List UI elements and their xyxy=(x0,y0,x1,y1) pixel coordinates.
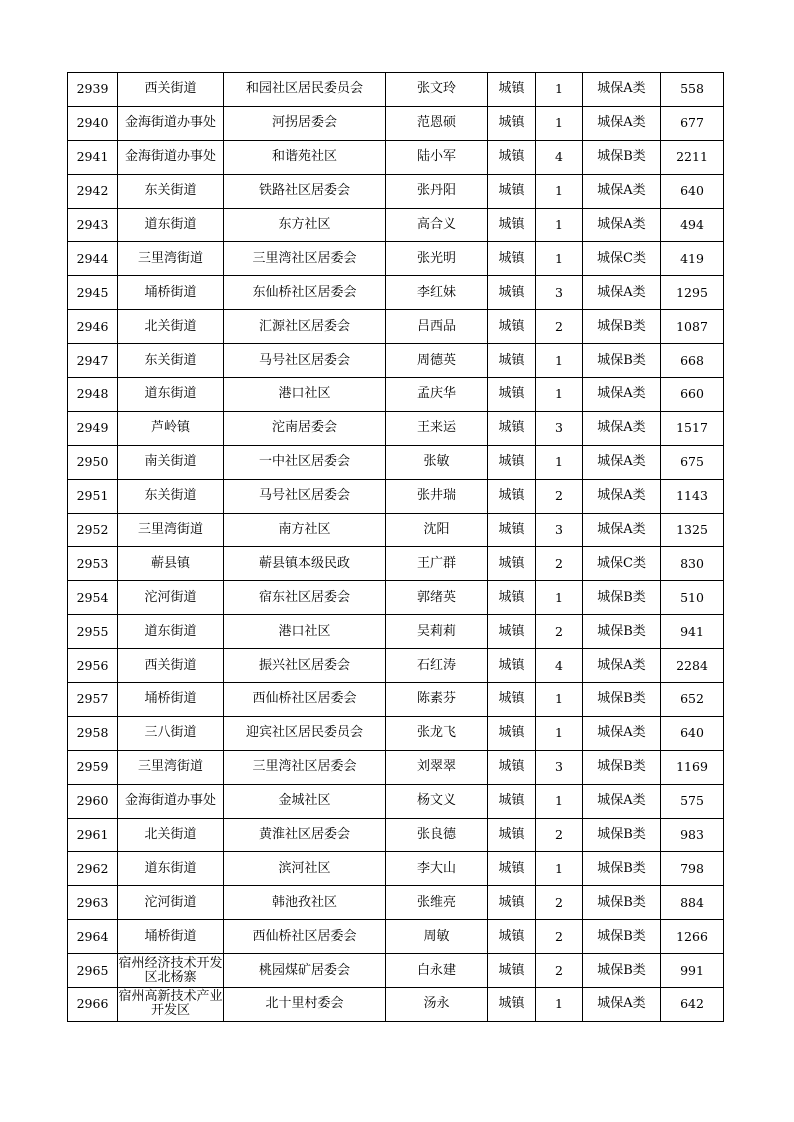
household-count-cell: 2 xyxy=(536,615,583,649)
recipient-name-cell: 郭绪英 xyxy=(386,581,488,615)
household-count-cell: 1 xyxy=(536,208,583,242)
recipient-name-cell: 汤永 xyxy=(386,988,488,1022)
household-count-cell: 1 xyxy=(536,106,583,140)
household-count-cell: 2 xyxy=(536,818,583,852)
street-office-cell: 埇桥街道 xyxy=(118,683,224,717)
area-type-cell: 城镇 xyxy=(488,73,536,107)
street-office-cell: 埇桥街道 xyxy=(118,276,224,310)
recipient-name-cell: 张丹阳 xyxy=(386,174,488,208)
community-cell: 西仙桥社区居委会 xyxy=(224,920,386,954)
household-count-cell: 1 xyxy=(536,445,583,479)
row-number-cell: 2955 xyxy=(68,615,118,649)
row-number-cell: 2956 xyxy=(68,649,118,683)
amount-cell: 642 xyxy=(661,988,724,1022)
recipient-name-cell: 吴莉莉 xyxy=(386,615,488,649)
recipient-name-cell: 张维亮 xyxy=(386,886,488,920)
household-count-cell: 3 xyxy=(536,750,583,784)
community-cell: 金城社区 xyxy=(224,784,386,818)
amount-cell: 668 xyxy=(661,344,724,378)
amount-cell: 884 xyxy=(661,886,724,920)
area-type-cell: 城镇 xyxy=(488,310,536,344)
household-count-cell: 2 xyxy=(536,479,583,513)
recipient-name-cell: 高合义 xyxy=(386,208,488,242)
community-cell: 三里湾社区居委会 xyxy=(224,242,386,276)
community-cell: 和谐苑社区 xyxy=(224,140,386,174)
household-count-cell: 3 xyxy=(536,276,583,310)
amount-cell: 2284 xyxy=(661,649,724,683)
recipient-name-cell: 吕西品 xyxy=(386,310,488,344)
table-row xyxy=(68,886,724,920)
table-row xyxy=(68,716,724,750)
relief-roster-table xyxy=(67,72,724,1022)
area-type-cell: 城镇 xyxy=(488,276,536,310)
street-office-cell: 宿州高新技术产业开发区 xyxy=(118,988,224,1022)
area-type-cell: 城镇 xyxy=(488,716,536,750)
street-office-cell: 东关街道 xyxy=(118,479,224,513)
recipient-name-cell: 李红妹 xyxy=(386,276,488,310)
household-count-cell: 2 xyxy=(536,886,583,920)
assistance-category-cell: 城保A类 xyxy=(583,174,661,208)
community-cell: 东方社区 xyxy=(224,208,386,242)
recipient-name-cell: 刘翠翠 xyxy=(386,750,488,784)
area-type-cell: 城镇 xyxy=(488,479,536,513)
street-office-cell: 三里湾街道 xyxy=(118,513,224,547)
assistance-category-cell: 城保B类 xyxy=(583,920,661,954)
area-type-cell: 城镇 xyxy=(488,411,536,445)
assistance-category-cell: 城保B类 xyxy=(583,818,661,852)
table-row xyxy=(68,445,724,479)
area-type-cell: 城镇 xyxy=(488,581,536,615)
household-count-cell: 4 xyxy=(536,649,583,683)
community-cell: 马号社区居委会 xyxy=(224,344,386,378)
table-row xyxy=(68,378,724,412)
household-count-cell: 1 xyxy=(536,174,583,208)
table-row xyxy=(68,411,724,445)
table-row xyxy=(68,513,724,547)
row-number-cell: 2950 xyxy=(68,445,118,479)
table-row xyxy=(68,818,724,852)
area-type-cell: 城镇 xyxy=(488,683,536,717)
street-office-cell: 南关街道 xyxy=(118,445,224,479)
row-number-cell: 2949 xyxy=(68,411,118,445)
table-row xyxy=(68,242,724,276)
assistance-category-cell: 城保C类 xyxy=(583,547,661,581)
amount-cell: 991 xyxy=(661,954,724,988)
street-office-cell: 沱河街道 xyxy=(118,886,224,920)
table-row xyxy=(68,852,724,886)
table-row xyxy=(68,310,724,344)
table-row xyxy=(68,683,724,717)
community-cell: 桃园煤矿居委会 xyxy=(224,954,386,988)
row-number-cell: 2959 xyxy=(68,750,118,784)
table-row xyxy=(68,649,724,683)
table-row xyxy=(68,73,724,107)
street-office-cell: 道东街道 xyxy=(118,208,224,242)
row-number-cell: 2954 xyxy=(68,581,118,615)
row-number-cell: 2953 xyxy=(68,547,118,581)
amount-cell: 798 xyxy=(661,852,724,886)
street-office-cell: 北关街道 xyxy=(118,310,224,344)
amount-cell: 675 xyxy=(661,445,724,479)
household-count-cell: 2 xyxy=(536,547,583,581)
street-office-cell: 西关街道 xyxy=(118,73,224,107)
amount-cell: 510 xyxy=(661,581,724,615)
assistance-category-cell: 城保A类 xyxy=(583,208,661,242)
table-body xyxy=(68,73,724,1022)
row-number-cell: 2965 xyxy=(68,954,118,988)
row-number-cell: 2948 xyxy=(68,378,118,412)
recipient-name-cell: 张光明 xyxy=(386,242,488,276)
community-cell: 汇源社区居委会 xyxy=(224,310,386,344)
table-row xyxy=(68,615,724,649)
recipient-name-cell: 张井瑞 xyxy=(386,479,488,513)
street-office-cell: 东关街道 xyxy=(118,344,224,378)
assistance-category-cell: 城保A类 xyxy=(583,445,661,479)
recipient-name-cell: 白永建 xyxy=(386,954,488,988)
assistance-category-cell: 城保B类 xyxy=(583,852,661,886)
row-number-cell: 2942 xyxy=(68,174,118,208)
community-cell: 黄淮社区居委会 xyxy=(224,818,386,852)
recipient-name-cell: 张龙飞 xyxy=(386,716,488,750)
assistance-category-cell: 城保B类 xyxy=(583,683,661,717)
row-number-cell: 2951 xyxy=(68,479,118,513)
row-number-cell: 2939 xyxy=(68,73,118,107)
assistance-category-cell: 城保A类 xyxy=(583,716,661,750)
area-type-cell: 城镇 xyxy=(488,174,536,208)
street-office-cell: 道东街道 xyxy=(118,378,224,412)
area-type-cell: 城镇 xyxy=(488,208,536,242)
table-row xyxy=(68,988,724,1022)
amount-cell: 830 xyxy=(661,547,724,581)
household-count-cell: 1 xyxy=(536,344,583,378)
recipient-name-cell: 石红涛 xyxy=(386,649,488,683)
amount-cell: 1087 xyxy=(661,310,724,344)
community-cell: 和园社区居民委员会 xyxy=(224,73,386,107)
area-type-cell: 城镇 xyxy=(488,750,536,784)
assistance-category-cell: 城保B类 xyxy=(583,886,661,920)
household-count-cell: 1 xyxy=(536,378,583,412)
household-count-cell: 1 xyxy=(536,784,583,818)
area-type-cell: 城镇 xyxy=(488,784,536,818)
street-office-cell: 道东街道 xyxy=(118,852,224,886)
street-office-cell: 蕲县镇 xyxy=(118,547,224,581)
amount-cell: 1325 xyxy=(661,513,724,547)
community-cell: 沱南居委会 xyxy=(224,411,386,445)
area-type-cell: 城镇 xyxy=(488,242,536,276)
amount-cell: 419 xyxy=(661,242,724,276)
household-count-cell: 1 xyxy=(536,716,583,750)
table-row xyxy=(68,581,724,615)
area-type-cell: 城镇 xyxy=(488,886,536,920)
row-number-cell: 2957 xyxy=(68,683,118,717)
recipient-name-cell: 李大山 xyxy=(386,852,488,886)
row-number-cell: 2945 xyxy=(68,276,118,310)
recipient-name-cell: 陈素芬 xyxy=(386,683,488,717)
assistance-category-cell: 城保B类 xyxy=(583,140,661,174)
street-office-cell: 东关街道 xyxy=(118,174,224,208)
table-row xyxy=(68,547,724,581)
table-row xyxy=(68,784,724,818)
amount-cell: 1169 xyxy=(661,750,724,784)
community-cell: 西仙桥社区居委会 xyxy=(224,683,386,717)
community-cell: 一中社区居委会 xyxy=(224,445,386,479)
amount-cell: 640 xyxy=(661,716,724,750)
area-type-cell: 城镇 xyxy=(488,649,536,683)
street-office-cell: 三八街道 xyxy=(118,716,224,750)
row-number-cell: 2963 xyxy=(68,886,118,920)
community-cell: 北十里村委会 xyxy=(224,988,386,1022)
area-type-cell: 城镇 xyxy=(488,954,536,988)
row-number-cell: 2940 xyxy=(68,106,118,140)
area-type-cell: 城镇 xyxy=(488,818,536,852)
community-cell: 河拐居委会 xyxy=(224,106,386,140)
amount-cell: 494 xyxy=(661,208,724,242)
street-office-cell: 道东街道 xyxy=(118,615,224,649)
table-row xyxy=(68,140,724,174)
recipient-name-cell: 陆小军 xyxy=(386,140,488,174)
assistance-category-cell: 城保B类 xyxy=(583,581,661,615)
area-type-cell: 城镇 xyxy=(488,106,536,140)
amount-cell: 1517 xyxy=(661,411,724,445)
street-office-cell: 宿州经济技术开发区北杨寨 xyxy=(118,954,224,988)
community-cell: 马号社区居委会 xyxy=(224,479,386,513)
assistance-category-cell: 城保A类 xyxy=(583,411,661,445)
assistance-category-cell: 城保A类 xyxy=(583,106,661,140)
street-office-cell: 金海街道办事处 xyxy=(118,106,224,140)
household-count-cell: 1 xyxy=(536,73,583,107)
area-type-cell: 城镇 xyxy=(488,513,536,547)
community-cell: 韩池孜社区 xyxy=(224,886,386,920)
amount-cell: 677 xyxy=(661,106,724,140)
amount-cell: 983 xyxy=(661,818,724,852)
household-count-cell: 1 xyxy=(536,242,583,276)
row-number-cell: 2947 xyxy=(68,344,118,378)
street-office-cell: 沱河街道 xyxy=(118,581,224,615)
household-count-cell: 3 xyxy=(536,411,583,445)
area-type-cell: 城镇 xyxy=(488,445,536,479)
table-row xyxy=(68,276,724,310)
recipient-name-cell: 孟庆华 xyxy=(386,378,488,412)
street-office-cell: 芦岭镇 xyxy=(118,411,224,445)
row-number-cell: 2941 xyxy=(68,140,118,174)
amount-cell: 558 xyxy=(661,73,724,107)
area-type-cell: 城镇 xyxy=(488,344,536,378)
household-count-cell: 3 xyxy=(536,513,583,547)
amount-cell: 2211 xyxy=(661,140,724,174)
assistance-category-cell: 城保A类 xyxy=(583,784,661,818)
recipient-name-cell: 周德英 xyxy=(386,344,488,378)
household-count-cell: 1 xyxy=(536,988,583,1022)
community-cell: 迎宾社区居民委员会 xyxy=(224,716,386,750)
table-row xyxy=(68,106,724,140)
amount-cell: 1143 xyxy=(661,479,724,513)
household-count-cell: 1 xyxy=(536,683,583,717)
community-cell: 振兴社区居委会 xyxy=(224,649,386,683)
row-number-cell: 2966 xyxy=(68,988,118,1022)
street-office-cell: 埇桥街道 xyxy=(118,920,224,954)
assistance-category-cell: 城保B类 xyxy=(583,344,661,378)
assistance-category-cell: 城保A类 xyxy=(583,479,661,513)
assistance-category-cell: 城保A类 xyxy=(583,73,661,107)
community-cell: 铁路社区居委会 xyxy=(224,174,386,208)
assistance-category-cell: 城保A类 xyxy=(583,649,661,683)
recipient-name-cell: 沈阳 xyxy=(386,513,488,547)
area-type-cell: 城镇 xyxy=(488,378,536,412)
recipient-name-cell: 张良德 xyxy=(386,818,488,852)
household-count-cell: 1 xyxy=(536,852,583,886)
assistance-category-cell: 城保A类 xyxy=(583,378,661,412)
table-row xyxy=(68,954,724,988)
table-row xyxy=(68,920,724,954)
assistance-category-cell: 城保B类 xyxy=(583,310,661,344)
table-row xyxy=(68,750,724,784)
recipient-name-cell: 周敏 xyxy=(386,920,488,954)
assistance-category-cell: 城保B类 xyxy=(583,615,661,649)
community-cell: 宿东社区居委会 xyxy=(224,581,386,615)
household-count-cell: 1 xyxy=(536,581,583,615)
recipient-name-cell: 王广群 xyxy=(386,547,488,581)
row-number-cell: 2960 xyxy=(68,784,118,818)
street-office-cell: 三里湾街道 xyxy=(118,750,224,784)
row-number-cell: 2962 xyxy=(68,852,118,886)
community-cell: 三里湾社区居委会 xyxy=(224,750,386,784)
recipient-name-cell: 张敏 xyxy=(386,445,488,479)
recipient-name-cell: 杨文义 xyxy=(386,784,488,818)
community-cell: 蕲县镇本级民政 xyxy=(224,547,386,581)
assistance-category-cell: 城保A类 xyxy=(583,513,661,547)
household-count-cell: 2 xyxy=(536,920,583,954)
household-count-cell: 2 xyxy=(536,954,583,988)
assistance-category-cell: 城保A类 xyxy=(583,276,661,310)
street-office-cell: 三里湾街道 xyxy=(118,242,224,276)
amount-cell: 941 xyxy=(661,615,724,649)
table-row xyxy=(68,479,724,513)
assistance-category-cell: 城保A类 xyxy=(583,988,661,1022)
row-number-cell: 2964 xyxy=(68,920,118,954)
community-cell: 东仙桥社区居委会 xyxy=(224,276,386,310)
amount-cell: 1266 xyxy=(661,920,724,954)
recipient-name-cell: 王来运 xyxy=(386,411,488,445)
area-type-cell: 城镇 xyxy=(488,988,536,1022)
area-type-cell: 城镇 xyxy=(488,547,536,581)
row-number-cell: 2946 xyxy=(68,310,118,344)
table-row xyxy=(68,344,724,378)
recipient-name-cell: 范恩硕 xyxy=(386,106,488,140)
community-cell: 滨河社区 xyxy=(224,852,386,886)
assistance-category-cell: 城保B类 xyxy=(583,750,661,784)
community-cell: 港口社区 xyxy=(224,378,386,412)
amount-cell: 640 xyxy=(661,174,724,208)
street-office-cell: 北关街道 xyxy=(118,818,224,852)
street-office-cell: 西关街道 xyxy=(118,649,224,683)
area-type-cell: 城镇 xyxy=(488,140,536,174)
row-number-cell: 2944 xyxy=(68,242,118,276)
assistance-category-cell: 城保B类 xyxy=(583,954,661,988)
table-row xyxy=(68,208,724,242)
community-cell: 南方社区 xyxy=(224,513,386,547)
community-cell: 港口社区 xyxy=(224,615,386,649)
amount-cell: 660 xyxy=(661,378,724,412)
row-number-cell: 2958 xyxy=(68,716,118,750)
row-number-cell: 2943 xyxy=(68,208,118,242)
table-row xyxy=(68,174,724,208)
household-count-cell: 2 xyxy=(536,310,583,344)
amount-cell: 575 xyxy=(661,784,724,818)
row-number-cell: 2961 xyxy=(68,818,118,852)
row-number-cell: 2952 xyxy=(68,513,118,547)
recipient-name-cell: 张文玲 xyxy=(386,73,488,107)
assistance-category-cell: 城保C类 xyxy=(583,242,661,276)
street-office-cell: 金海街道办事处 xyxy=(118,140,224,174)
area-type-cell: 城镇 xyxy=(488,615,536,649)
area-type-cell: 城镇 xyxy=(488,852,536,886)
amount-cell: 652 xyxy=(661,683,724,717)
amount-cell: 1295 xyxy=(661,276,724,310)
street-office-cell: 金海街道办事处 xyxy=(118,784,224,818)
area-type-cell: 城镇 xyxy=(488,920,536,954)
household-count-cell: 4 xyxy=(536,140,583,174)
